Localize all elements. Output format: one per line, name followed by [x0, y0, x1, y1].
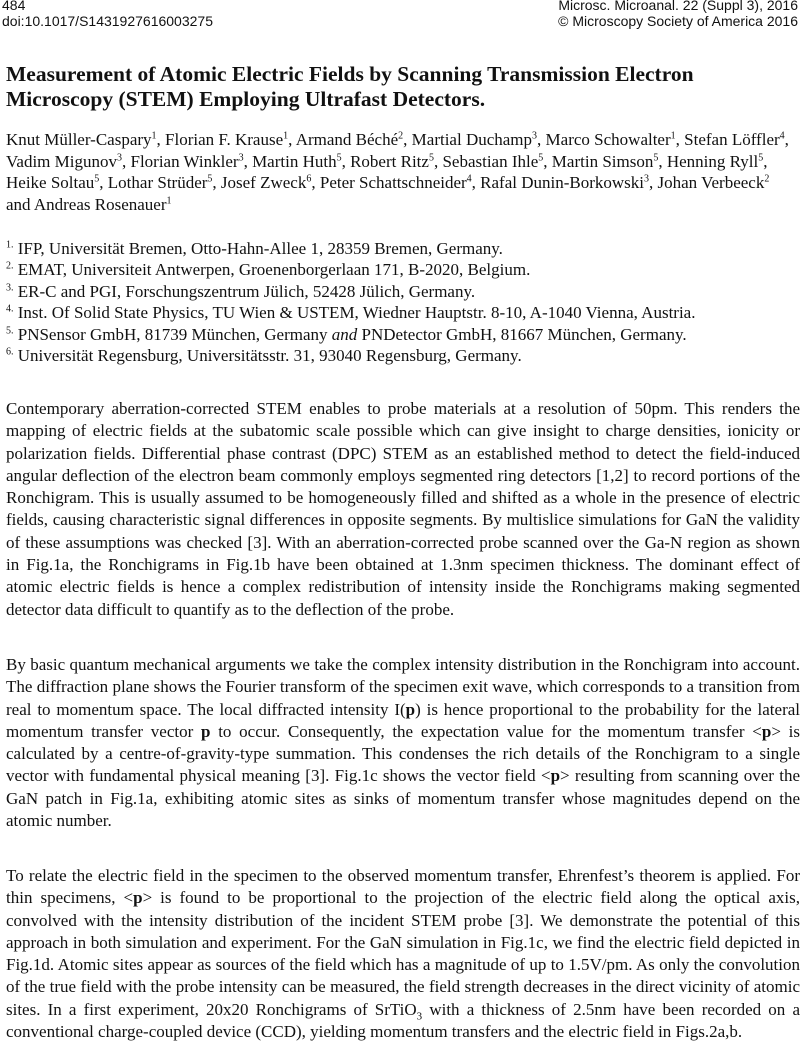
author-name: Andreas Rosenauer	[33, 194, 167, 214]
paragraph-3: To relate the electric field in the specimen to the observed momentum transfer, Ehrenfest’s theorem is applied. For thin specimens, <p> is found to be proportional to the projection of the electric field along the optical axis, convolved with the intensity distribution of the incident STEM probe [3]. We demonstrate the potential of this approach in both simulation and experiment. For the GaN simulation in Fig.1c, we find the electric field depicted in Fig.1d. Atomic sites appear as sources of the field which has a magnitude of up to 1.5V/pm. As only the convolution of the true field with the probe intensity can be measured, the field strength decreases in the direct vicinity of atomic sites. In a first experiment, 20x20 Ronchigrams of SrTiO$_3$ with a thickness of 2.5nm have been recorded on a conventional charge-coupled device (CCD), yielding momentum transfers and the electric field in Figs.2a,b.	[6, 866, 800, 1042]
affiliation-text: EMAT, Universiteit Antwerpen, Groenenborgerlaan 171, B-2020, Belgium.	[17, 260, 531, 280]
author-affiliation-mark: 5	[94, 173, 100, 185]
author-affiliation-mark: 5	[758, 151, 764, 163]
author-name: Marco Schowalter	[545, 130, 671, 149]
author-separator: ,	[156, 130, 166, 149]
affiliation-text: IFP, Universität Bremen, Otto-Hahn-Allee 1, 28359 Bremen, Germany.	[17, 239, 503, 258]
affiliation-item	[6, 302, 796, 323]
affiliation-number: 1.	[6, 239, 14, 251]
author-affiliation-mark: 5	[207, 173, 213, 185]
page-number: 484	[2, 0, 26, 13]
author-affiliation-mark: 1	[670, 130, 676, 142]
author-separator: ,	[658, 151, 667, 171]
paper-title: Measurement of Atomic Electric Fields by Scanning Transmission Electron Microscopy (STEM) Employing Ultrafast Detectors.	[6, 62, 694, 111]
copyright: © Microscopy Society of America 2016	[558, 13, 798, 29]
author-separator: ,	[121, 151, 131, 171]
affiliation-number: 4.	[6, 303, 14, 315]
affiliation-number: 2.	[6, 260, 14, 272]
author-separator: ,	[243, 151, 253, 171]
journal-citation: Microsc. Microanal. 22 (Suppl 3), 2016	[558, 0, 798, 13]
author-separator: ,	[433, 151, 443, 171]
author-affiliation-mark: 6	[306, 173, 312, 185]
author-separator: ,	[649, 173, 658, 192]
author-separator: ,	[784, 130, 789, 149]
author-affiliation-mark: 3	[532, 130, 538, 142]
author-name: Florian F. Krause	[165, 130, 284, 149]
author-separator: ,	[99, 173, 108, 192]
author-name: Vadim Migunov	[6, 151, 117, 171]
author-name: Stefan Löffler	[684, 130, 780, 149]
author-affiliation-mark: 1	[283, 130, 289, 142]
author-separator: ,	[675, 130, 685, 149]
affiliation-list	[6, 238, 796, 366]
author-affiliation-mark: 3	[116, 151, 122, 163]
author-separator: ,	[403, 130, 412, 149]
author-affiliation-mark: 5	[336, 151, 342, 163]
author-separator: ,	[471, 173, 481, 192]
author-name: Martin Huth	[252, 151, 337, 171]
author-affiliation-mark: 2	[764, 173, 770, 185]
author-separator: ,	[763, 151, 768, 171]
author-separator: ,	[311, 173, 320, 192]
author-separator: and	[6, 194, 34, 214]
author-separator: ,	[543, 151, 552, 171]
affiliation-number: 6.	[6, 346, 14, 358]
affiliation-text: ER-C and PGI, Forschungszentrum Jülich, 52428 Jülich, Germany.	[17, 281, 476, 301]
author-affiliation-mark: 2	[398, 130, 404, 142]
affiliation-text: PNSensor GmbH, 81739 München, Germany and PNDetector GmbH, 81667 München, Germany.	[17, 324, 687, 344]
author-affiliation-mark: 5	[428, 151, 434, 163]
affiliation-text: Universität Regensburg, Universitätsstr. 31, 93040 Regensburg, Germany.	[17, 346, 522, 366]
author-name: Henning Ryll	[666, 151, 759, 171]
affiliation-item	[6, 324, 796, 345]
author-affiliation-mark: 3	[238, 151, 244, 163]
author-affiliation-mark: 5	[653, 151, 659, 163]
author-name: Robert Ritz	[350, 151, 429, 171]
affiliation-number: 5.	[6, 324, 14, 336]
author-name: Martin Simson	[551, 151, 654, 171]
affiliation-item	[6, 259, 796, 280]
author-name: Florian Winkler	[130, 151, 239, 171]
paragraph-1: Contemporary aberration-corrected STEM enables to probe materials at a resolution of 50pm. This renders the mapping of electric fields at the subatomic scale possible which can give insight to charge densities, ionicity or polarization fields. Differential phase contrast (DPC) STEM as an established method to detect the field-induced angular deflection of the electron beam commonly employs segmented ring detectors [1,2] to record portions of the Ronchigram. This is usually assumed to be homogeneously filled and shifted as a whole in the presence of electric fields, causing characteristic signal differences in opposite segments. By multislice simulations for GaN the validity of these assumptions was checked [3]. With an aberration-corrected probe scanned over the Ga-N region as shown in Fig.1a, the Ronchigrams in Fig.1b have been obtained at 1.3nm specimen thickness. The dominant effect of atomic electric fields is hence a complex redistribution of intensity inside the Ronchigrams making segmented detector data difficult to quantify as to the deflection of the probe.	[6, 399, 800, 619]
affiliation-item	[6, 238, 796, 259]
author-name: Peter Schattschneider	[319, 173, 467, 192]
author-name: Rafal Dunin-Borkowski	[480, 173, 645, 192]
affiliation-text: Inst. Of Solid State Physics, TU Wien & USTEM, Wiedner Hauptstr. 8-10, A-1040 Vienna, Austria.	[17, 303, 696, 323]
author-name: Johan Verbeeck	[657, 173, 765, 192]
paragraph-2: By basic quantum mechanical arguments we take the complex intensity distribution in the Ronchigram into account. The diffraction plane shows the Fourier transform of the specimen exit wave, which corresponds to a transition from real to momentum space. The local diffracted intensity I(p) is hence proportional to the probability for the lateral momentum transfer vector p to occur. Consequently, the expectation value for the momentum transfer <p> is calculated by a centre-of-gravity-type summation. This condenses the rich details of the Ronchigram to a single vector with fundamental physical meaning [3]. Fig.1c shows the vector field <p> resulting from scanning over the GaN patch in Fig.1a, exhibiting atomic sites as sinks of momentum transfer whose magnitudes depend on the atomic number.	[6, 655, 800, 831]
author-list	[6, 129, 796, 215]
author-separator: ,	[288, 130, 296, 149]
author-affiliation-mark: 1	[151, 130, 157, 142]
affiliation-item	[6, 281, 796, 302]
author-name: Martial Duchamp	[411, 130, 533, 149]
affiliation-number: 3.	[6, 282, 14, 294]
author-name: Armand Béché	[295, 130, 399, 149]
author-name: Sebastian Ihle	[442, 151, 539, 171]
author-affiliation-mark: 3	[644, 173, 650, 185]
author-name: Heike Soltau	[6, 173, 95, 192]
author-name: Lothar Strüder	[107, 173, 208, 192]
author-affiliation-mark: 1	[166, 194, 172, 206]
author-affiliation-mark: 5	[538, 151, 544, 163]
author-separator: ,	[212, 173, 221, 192]
affiliation-item	[6, 345, 796, 366]
author-name: Josef Zweck	[220, 173, 307, 192]
author-separator: ,	[341, 151, 351, 171]
author-affiliation-mark: 4	[466, 173, 472, 185]
author-separator: ,	[537, 130, 546, 149]
author-name: Knut Müller-Caspary	[6, 130, 152, 149]
author-affiliation-mark: 4	[779, 130, 785, 142]
doi: doi:10.1017/S1431927616003275	[2, 13, 213, 29]
